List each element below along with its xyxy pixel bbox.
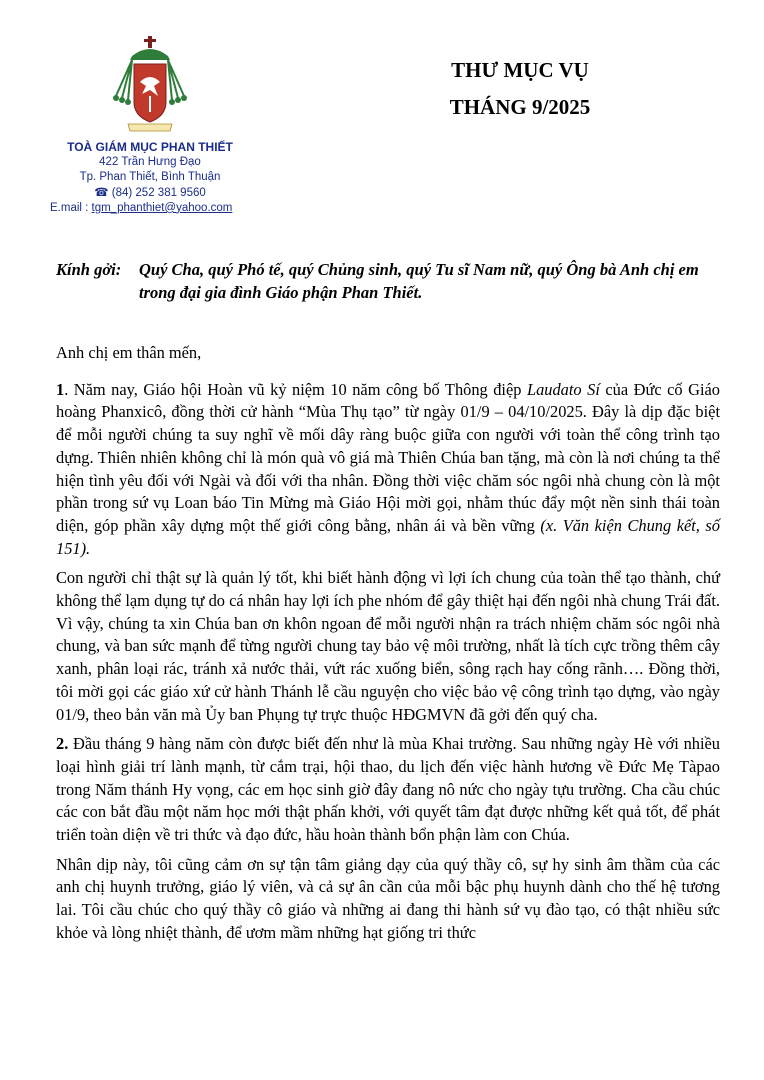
letter-body	[56, 342, 720, 952]
paragraph-1-text-b: của Đức cố Giáo hoàng Phanxicô, đồng thời cử hành “Mùa Thụ tạo” từ ngày 01/9 – 04/10/2025. Đây là dịp đặc biệt để mỗi người chúng ta suy nghĩ về mối dây ràng buộc giữa con người với toàn thể công trình tạo dựng. Thiên nhiên không chỉ là món quà vô giá mà Thiên Chúa ban tặng, mà còn là nơi chúng ta thể hiện tình yêu đối với Ngài và đối với tha nhân. Đồng thời việc chăm sóc ngôi nhà chung còn là một phần trong sứ vụ Loan báo Tin Mừng mà Giáo Hội mời gọi, nhằm thúc đẩy một nền sinh thái toàn diện, góp phần xây dựng một thế giới công bằng, nhân ái và bền vững	[56, 379, 720, 535]
salutation	[56, 258, 716, 304]
citation: (x. Văn kiện Chung kết, số 151).	[56, 515, 720, 558]
organization-name: TOÀ GIÁM MỤC PHAN THIẾT	[67, 140, 233, 154]
address-line: 422 Trần Hưng Đạo	[99, 156, 201, 169]
encyclical-title: Laudato Sí	[526, 379, 600, 399]
phone-number: (84) 252 381 9560	[111, 186, 206, 199]
phone-line	[50, 186, 250, 201]
title-line-1: THƯ MỤC VỤ	[451, 58, 589, 82]
opening-line: Anh chị em thân mến,	[56, 343, 202, 362]
section-number: 2.	[56, 734, 69, 754]
email-link[interactable]: tgm_phanthiet@yahoo.com	[91, 201, 233, 214]
email-line	[50, 201, 250, 216]
paragraph-1-text-a: . Năm nay, Giáo hội Hoàn vũ kỷ niệm 10 năm công bố Thông điệp	[64, 379, 527, 399]
telephone-icon: ☎	[94, 186, 109, 199]
paragraph-3-text: Đầu tháng 9 hàng năm còn được biết đến như là mùa Khai trường. Sau những ngày Hè với nhiều loại hình giải trí lành mạnh, từ cắm trại, hội thao, du lịch đến việc hành hương về Đức Mẹ Tàpao trong Năm thánh Hy vọng, các em học sinh giờ đây đang nô nức cho ngày tựu trường. Cha cầu chúc các con bắt đầu một năm học mới thật phấn khởi, với quyết tâm đạt được những kết quả tốt, để phát triển toàn diện về tri thức và đạo đức, hầu hoàn thành bổn phận làm con Chúa.	[56, 734, 720, 845]
letter-title	[380, 52, 660, 126]
section-number: 1	[56, 379, 65, 399]
diocesan-coat-of-arms-icon	[110, 36, 190, 136]
salutation-label: Kính gởi:	[56, 260, 122, 279]
diocese-contact-block	[50, 140, 250, 216]
city-line: Tp. Phan Thiết, Bình Thuận	[79, 171, 221, 184]
paragraph-2: Con người chỉ thật sự là quản lý tốt, khi biết hành động vì lợi ích chung của toàn thể tạo thành, chứ không thể lạm dụng tự do cá nhân hay lợi ích phe nhóm để gây thiệt hại đến ngôi nhà chung Trái đất. Vì vậy, chúng ta xin Chúa ban ơn khôn ngoan để mỗi người nhận ra trách nhiệm chăm sóc ngôi nhà chung, và ban sức mạnh để từng người chung tay bảo vệ môi trường, nhất là tích cực trồng thêm cây xanh, phân loại rác, tránh xả nước thải, vứt rác xuống biển, sông rạch hay cống rãnh…. Đồng thời, tôi mời gọi các giáo xứ cử hành Thánh lễ cầu nguyện cho việc bảo vệ công trình tạo dựng, vào ngày 01/9, theo bản văn mà Ủy ban Phụng tự trực thuộc HĐGMVN đã gởi đến quý cha.	[56, 568, 720, 724]
email-label: E.mail :	[50, 201, 92, 214]
salutation-text: Quý Cha, quý Phó tế, quý Chủng sinh, quý Tu sĩ Nam nữ, quý Ông bà Anh chị em trong đại gia đình Giáo phận Phan Thiết.	[139, 260, 699, 302]
title-line-2: THÁNG 9/2025	[449, 95, 591, 119]
paragraph-3	[56, 733, 720, 847]
paragraph-1	[56, 379, 720, 561]
paragraph-4: Nhân dịp này, tôi cũng cảm ơn sự tận tâm giảng dạy của quý thầy cô, sự hy sinh âm thầm của các anh chị huynh trưởng, giáo lý viên, và cả sự ân cần của mỗi bậc phụ huynh dành cho thế hệ tương lai. Tôi cầu chúc cho quý thầy cô giáo và những ai đang thi hành sứ vụ đào tạo, có thật nhiều sức khỏe và lòng nhiệt thành, để ươm mầm những hạt giống tri thức	[56, 854, 720, 942]
